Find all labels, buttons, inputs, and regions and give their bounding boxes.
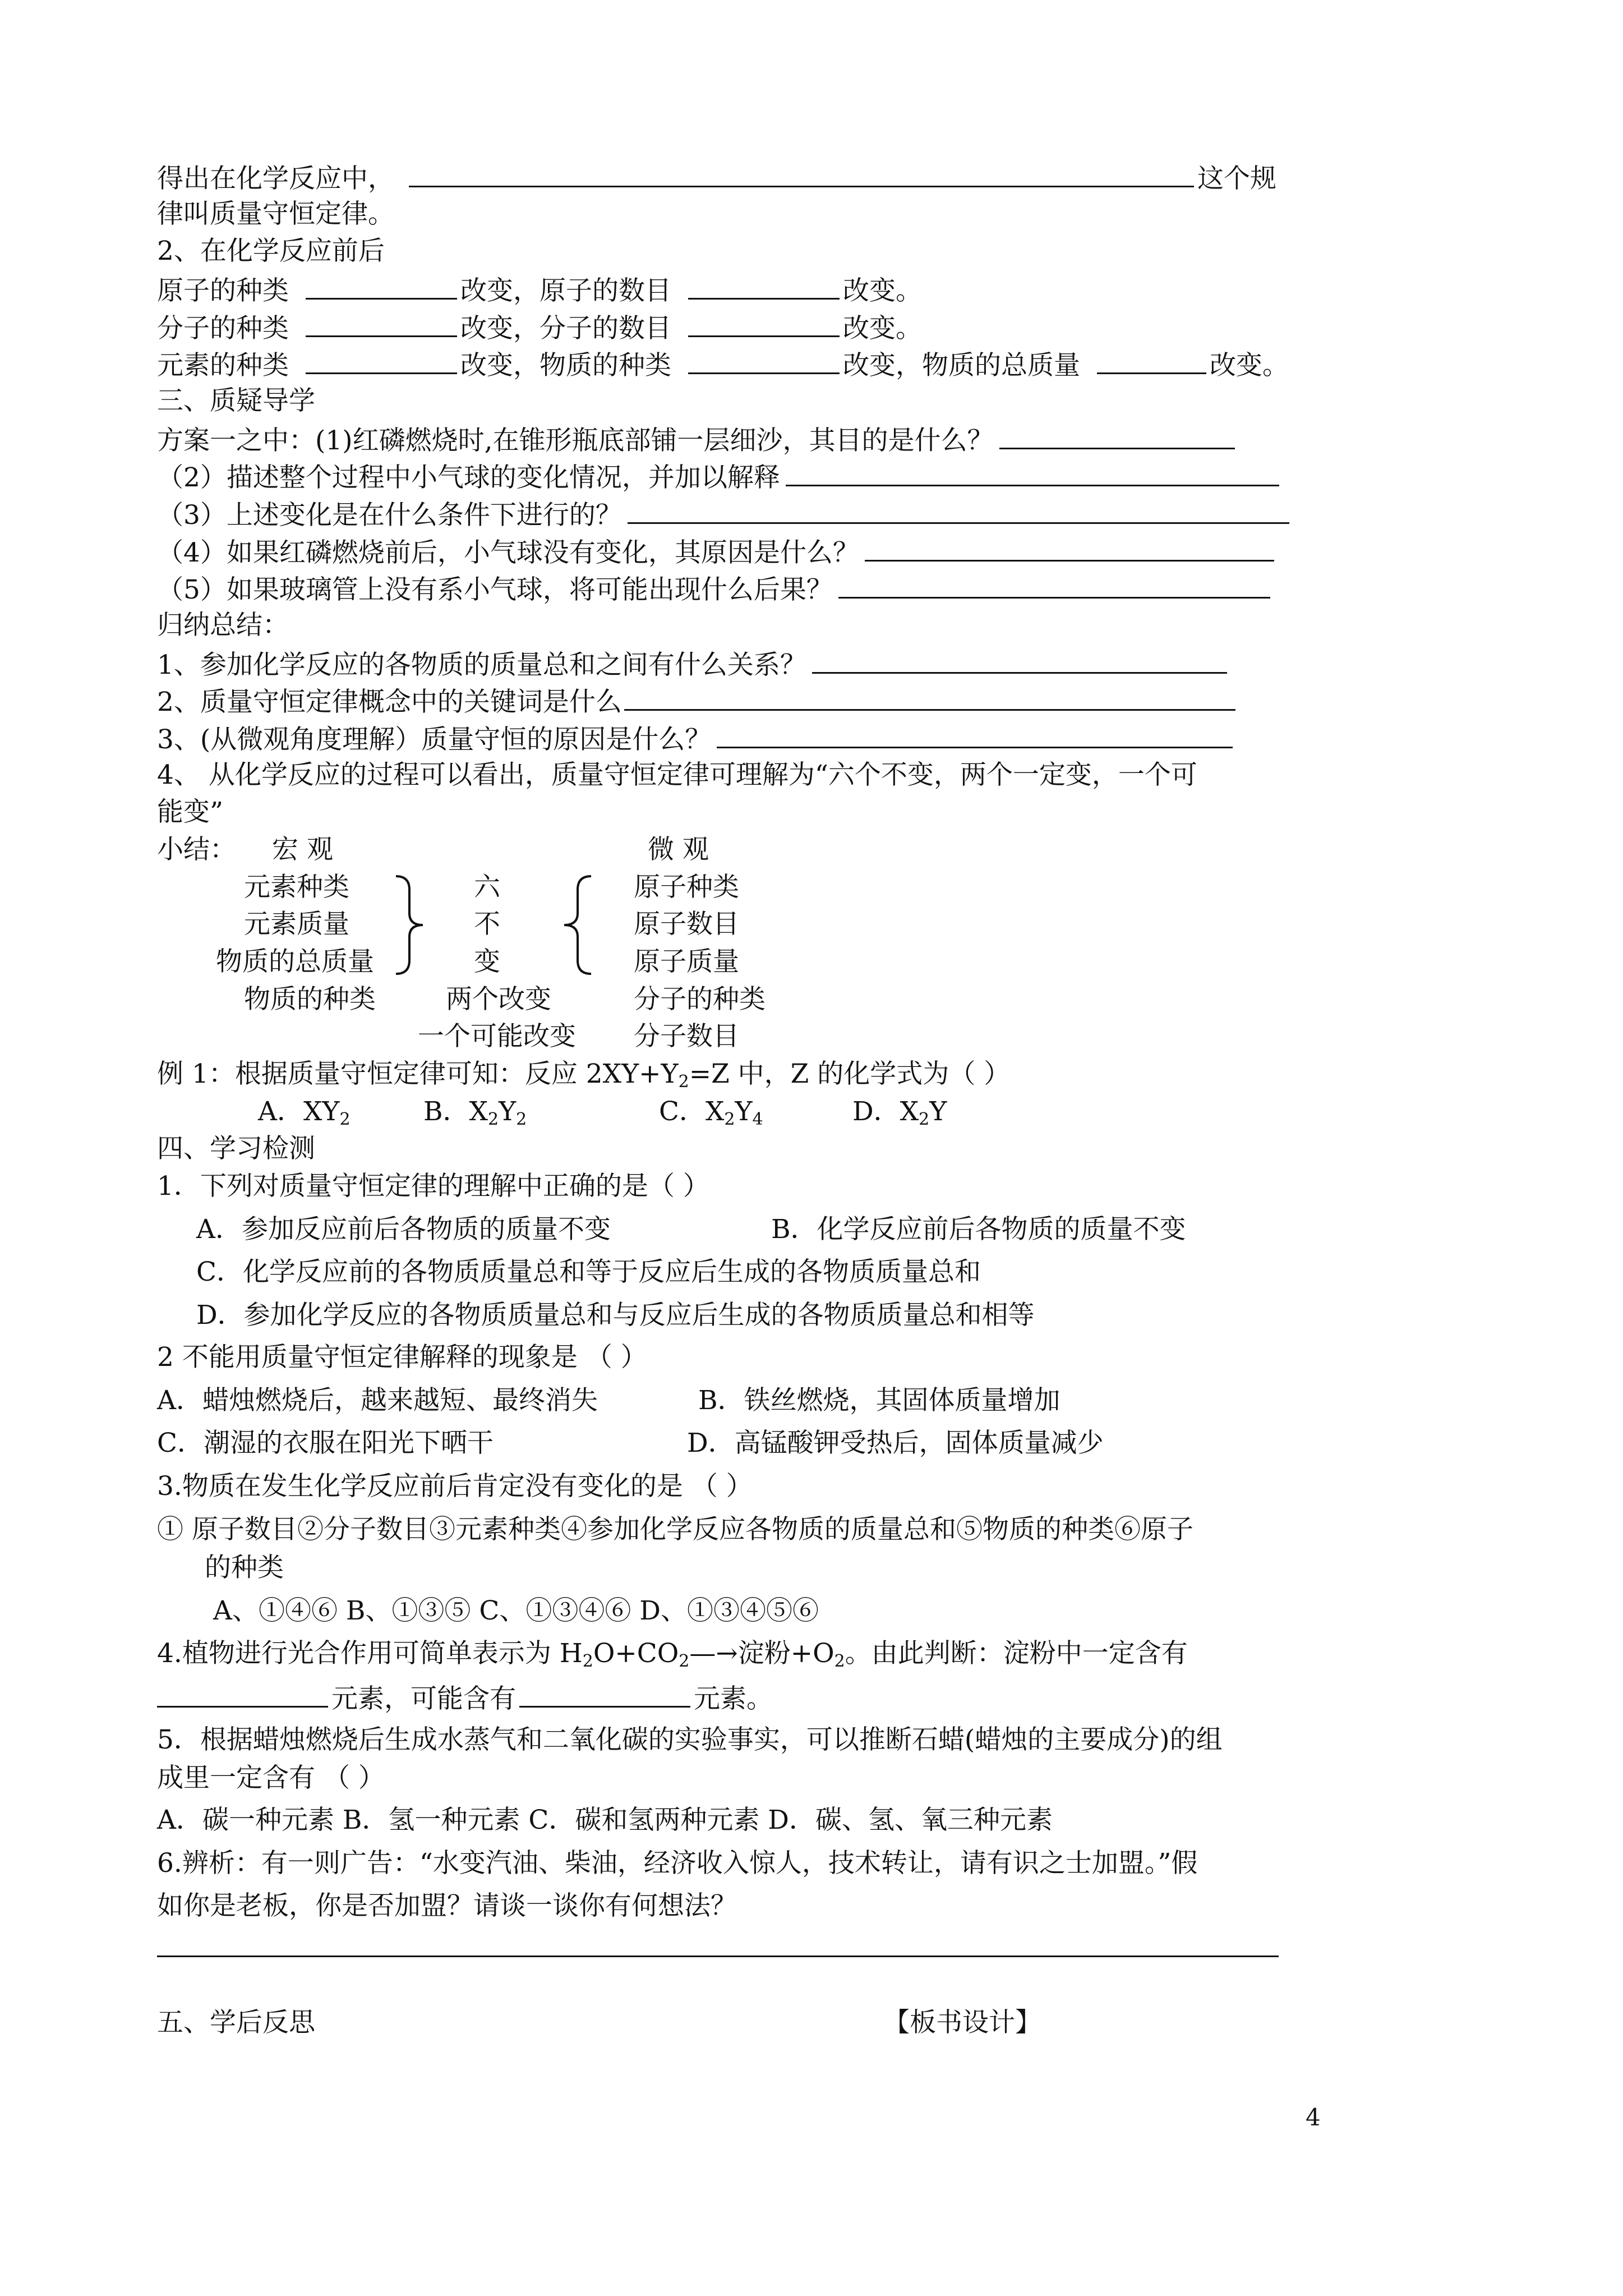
text: 改变，物质的种类 [460,350,671,381]
blank [624,683,1235,711]
summary-heading: 归纳总结： [157,610,289,641]
test-q3-options: A、①④⑥ B、①③⑤ C、①③④⑥ D、①③④⑤⑥ [213,1595,819,1626]
page-number: 4 [1306,2104,1321,2131]
test-q1-a: A．参加反应前后各物质的质量不变 [196,1214,611,1245]
text: 改变，分子的数目 [460,313,671,344]
question-4 [157,534,1274,570]
text: 得出在化学反应中， [157,163,394,194]
row-molecules [157,310,922,346]
line-law-statement [157,160,1276,196]
summary-1 [157,646,1227,682]
blank [865,534,1274,562]
text: （5）如果玻璃管上没有系小气球，将可能出现什么后果？ [157,574,833,605]
blank [717,721,1233,748]
summary-2 [157,683,1235,719]
example-question [157,1057,1010,1091]
blank [157,1680,328,1708]
test-q2: 2 不能用质量守恒定律解释的现象是 （ ） [157,1342,647,1373]
test-q2-c: C．潮湿的衣服在阳光下晒干 [157,1428,494,1458]
text: =Z 中，Z 的化学式为（ ） [689,1059,1011,1089]
text: 这个规 [1197,163,1276,194]
change-label: 一个可能改变 [418,1021,576,1052]
text: （4）如果红磷燃烧前后，小气球没有变化，其原因是什么？ [157,537,859,568]
summary-3 [157,721,1233,757]
unchanged-char: 不 [474,909,500,940]
macro-heading: 宏 观 [272,834,333,865]
text: 原子的种类 [157,275,289,306]
answer-line [157,1955,1279,1957]
text: 改变，物质的总质量 [843,350,1080,381]
text: 2、质量守恒定律概念中的关键词是什么 [157,687,622,717]
section-heading-3: 三、质疑导学 [157,385,315,416]
text: 3、(从微观角度理解）质量守恒的原因是什么？ [157,724,712,755]
right-brace [393,873,426,977]
micro-heading: 微 观 [648,834,709,865]
test-q1-c: C．化学反应前的各物质质量总和等于反应后生成的各物质质量总和 [196,1257,981,1287]
question-3 [157,496,1289,532]
line-law-name: 律叫质量守恒定律。 [157,199,394,229]
test-q5-options: A．碳一种元素 B．氢一种元素 C．碳和氢两种元素 D．碳、氢、氧三种元素 [157,1805,1053,1835]
blank [628,496,1289,524]
test-q4-blanks: 元素，可能含有 元素。 [157,1680,773,1716]
micro-item: 分子的种类 [634,984,766,1015]
blank [306,310,457,337]
blank [999,422,1235,449]
text: 改变。 [1210,350,1289,381]
micro-item: 原子种类 [634,872,739,903]
test-q3-items: ① 原子数目②分子数目③元素种类④参加化学反应各物质的质量总和⑤物质的种类⑥原子 [157,1514,1193,1545]
test-q5: 5．根据蜡烛燃烧后生成水蒸气和二氧化碳的实验事实，可以推断石蜡(蜡烛的主要成分)的组 [157,1724,1223,1755]
text: 改变。 [843,313,922,344]
section-heading-4: 四、学习检测 [157,1133,315,1164]
blank [786,459,1279,486]
text: （3）上述变化是在什么条件下进行的？ [157,500,622,531]
blank [688,310,840,337]
unchanged-char: 六 [474,872,500,903]
micro-item: 原子质量 [634,946,739,977]
test-q3: 3.物质在发生化学反应前后肯定没有变化的是 （ ） [157,1471,753,1502]
test-q1-d: D．参加化学反应的各物质质量总和与反应后生成的各物质质量总和相等 [196,1300,1035,1331]
blank [519,1680,690,1708]
micro-item: 分子数目 [634,1021,739,1052]
change-label: 两个改变 [446,984,551,1015]
summary-4: 4、 从化学反应的过程可以看出，质量守恒定律可理解为“六个不变，两个一定变，一个可 [157,760,1197,790]
test-q1-b: B．化学反应前后各物质的质量不变 [771,1214,1186,1245]
board-design-label: 【板书设计】 [883,2007,1041,2038]
test-q4: 4.植物进行光合作用可简单表示为 $H_2O+CO_2—\to$淀粉$+O_2$。由此判断：淀粉中一定含有 [157,1638,1188,1671]
option-a: A．$XY_2$ [258,1096,351,1129]
option-d: D．$X_2Y$ [852,1096,947,1129]
text: （2）描述整个过程中小气球的变化情况，并加以解释 [157,462,780,493]
test-q3-items-cont: 的种类 [205,1552,284,1583]
text: 1、参加化学反应的各物质的质量总和之间有什么关系？ [157,650,806,680]
macro-item: 物质的总质量 [216,946,374,977]
macro-item: 元素质量 [244,909,349,940]
text: 改变，原子的数目 [460,275,671,306]
blank [688,272,840,300]
blank [1097,347,1206,374]
question-1 [157,422,1235,458]
blank [306,272,457,300]
section-heading-5: 五、学后反思 [157,2007,315,2038]
blank [838,571,1270,599]
unchanged-char: 变 [474,946,500,977]
blank [812,646,1227,674]
option-c: C．$X_2Y_4$ [659,1096,763,1129]
test-q1: 1．下列对质量守恒定律的理解中正确的是（ ） [157,1171,709,1202]
test-q2-b: B．铁丝燃烧，其固体质量增加 [698,1385,1061,1416]
macro-item: 元素种类 [244,872,349,903]
test-q6: 6.辨析：有一则广告：“水变汽油、柴油，经济收入惊人，技术转让，请有识之士加盟。”假 [157,1848,1198,1879]
left-brace [561,873,594,977]
blank [409,160,1194,187]
macro-item: 物质的种类 [244,984,376,1015]
question-5 [157,571,1270,607]
test-q5-cont: 成里一定含有 （ ） [157,1763,385,1793]
question-2 [157,459,1279,495]
text: 改变。 [843,275,922,306]
option-b: B．$X_2Y_2$ [423,1096,527,1129]
row-elements [157,347,1289,383]
text: 元素的种类 [157,350,289,381]
row-atoms [157,272,922,308]
test-q6-cont: 如你是老板，你是否加盟？请谈一谈你有何想法？ [157,1890,737,1921]
subscript: 2 [678,1072,689,1092]
summary-4-cont: 能变” [157,797,224,827]
micro-item: 原子数目 [634,909,739,940]
text: 方案一之中：(1)红磷燃烧时,在锥形瓶底部铺一层细沙，其目的是什么？ [157,425,994,456]
test-q2-d: D．高锰酸钾受热后，固体质量减少 [687,1428,1104,1458]
test-q2-a: A．蜡烛燃烧后，越来越短、最终消失 [157,1385,598,1416]
text: 分子的种类 [157,313,289,344]
summary-label: 小结： [157,834,236,865]
blank [688,347,840,374]
blank [306,347,457,374]
subheading-before-after: 2、在化学反应前后 [157,236,385,266]
text: 例 1：根据质量守恒定律可知：反应 2XY+Y [157,1059,679,1089]
